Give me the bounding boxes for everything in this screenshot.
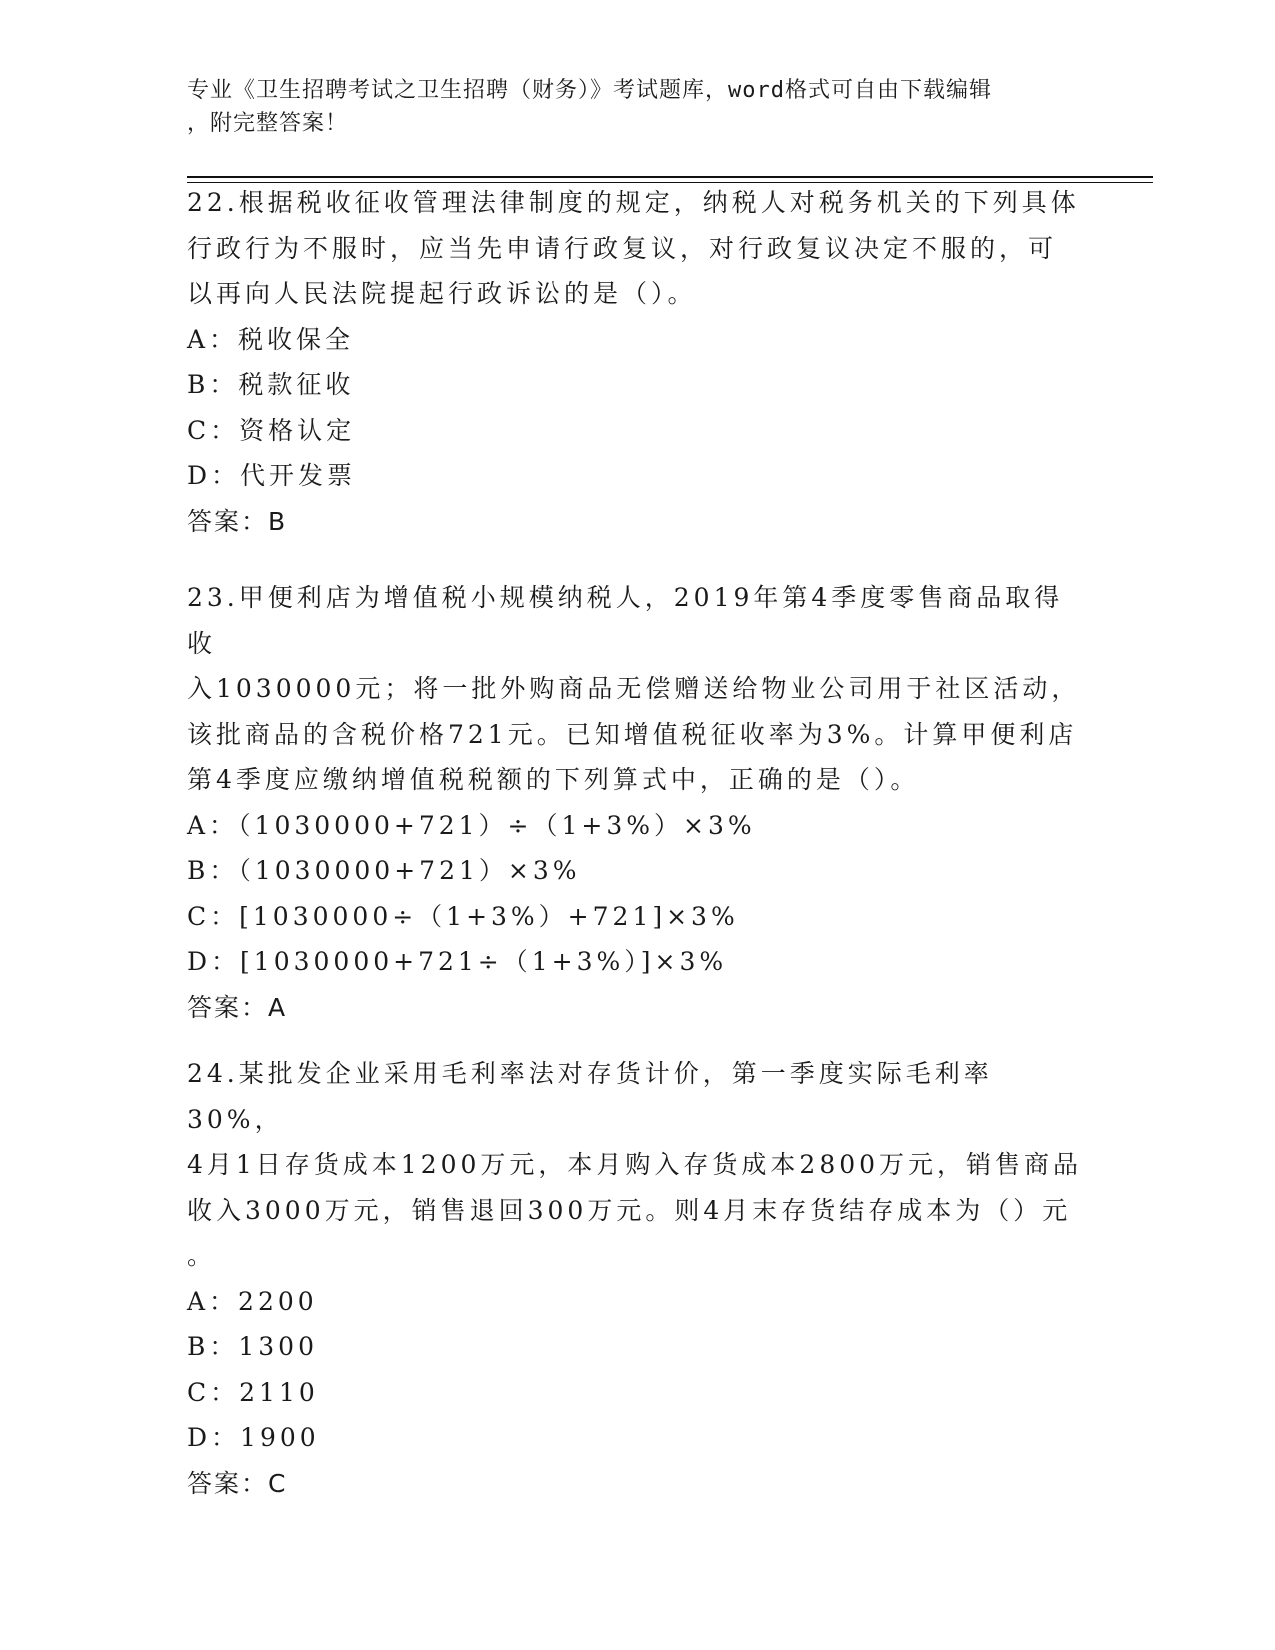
question-24 — [187, 1051, 1087, 1506]
header-line-2: ，附完整答案！ — [187, 111, 349, 136]
option-a: A：2200 — [187, 1286, 318, 1316]
option-b: B：（1030000+721）×3% — [187, 856, 581, 885]
option-a: A：税收保全 — [187, 324, 355, 354]
question-stem-line: 入1030000元；将一批外购商品无偿赠送给物业公司用于社区活动， — [187, 674, 1081, 703]
question-stem-line: 23.甲便利店为增值税小规模纳税人，2019年第4季度零售商品取得收 — [187, 583, 1064, 658]
option-c: C：2110 — [187, 1377, 319, 1407]
answer-line: 答案：C — [187, 1468, 288, 1498]
option-d: D：代开发票 — [187, 461, 357, 490]
option-d: D：[1030000+721÷（1+3%）]×3% — [187, 947, 728, 976]
question-stem-line: 第4季度应缴纳增值税税额的下列算式中，正确的是（）。 — [187, 765, 920, 794]
question-stem-line: 4月1日存货成本1200万元，本月购入存货成本2800万元，销售商品 — [187, 1150, 1083, 1179]
question-stem-line: 行政行为不服时，应当先申请行政复议，对行政复议决定不服的，可 — [187, 233, 1058, 263]
question-stem-line: 。 — [187, 1241, 217, 1270]
question-stem-line: 24.某批发企业采用毛利率法对存货计价，第一季度实际毛利率30%， — [187, 1059, 993, 1134]
question-stem-line: 以再向人民法院提起行政诉讼的是（）。 — [187, 279, 697, 308]
header-divider-thick — [187, 176, 1153, 178]
option-c: C：[1030000÷（1+3%）+721]×3% — [187, 901, 739, 931]
answer-line: 答案：B — [187, 506, 288, 536]
header-line-1: 专业《卫生招聘考试之卫生招聘（财务）》考试题库，word格式可自由下载编辑 — [187, 78, 992, 103]
option-b: B：税款征收 — [187, 370, 355, 399]
option-a: A：（1030000+721）÷（1+3%）×3% — [187, 810, 756, 840]
answer-line: 答案：A — [187, 992, 288, 1022]
question-stem-line: 该批商品的含税价格721元。已知增值税征收率为3%。计算甲便利店 — [187, 719, 1078, 749]
document-header — [187, 74, 1067, 140]
option-b: B：1300 — [187, 1332, 318, 1361]
question-22 — [187, 180, 1087, 544]
option-d: D：1900 — [187, 1423, 320, 1452]
question-23 — [187, 575, 1087, 1030]
question-stem-line: 22.根据税收征收管理法律制度的规定，纳税人对税务机关的下列具体 — [187, 188, 1080, 217]
question-stem-line: 收入3000万元，销售退回300万元。则4月末存货结存成本为（）元 — [187, 1195, 1072, 1225]
option-c: C：资格认定 — [187, 415, 356, 445]
